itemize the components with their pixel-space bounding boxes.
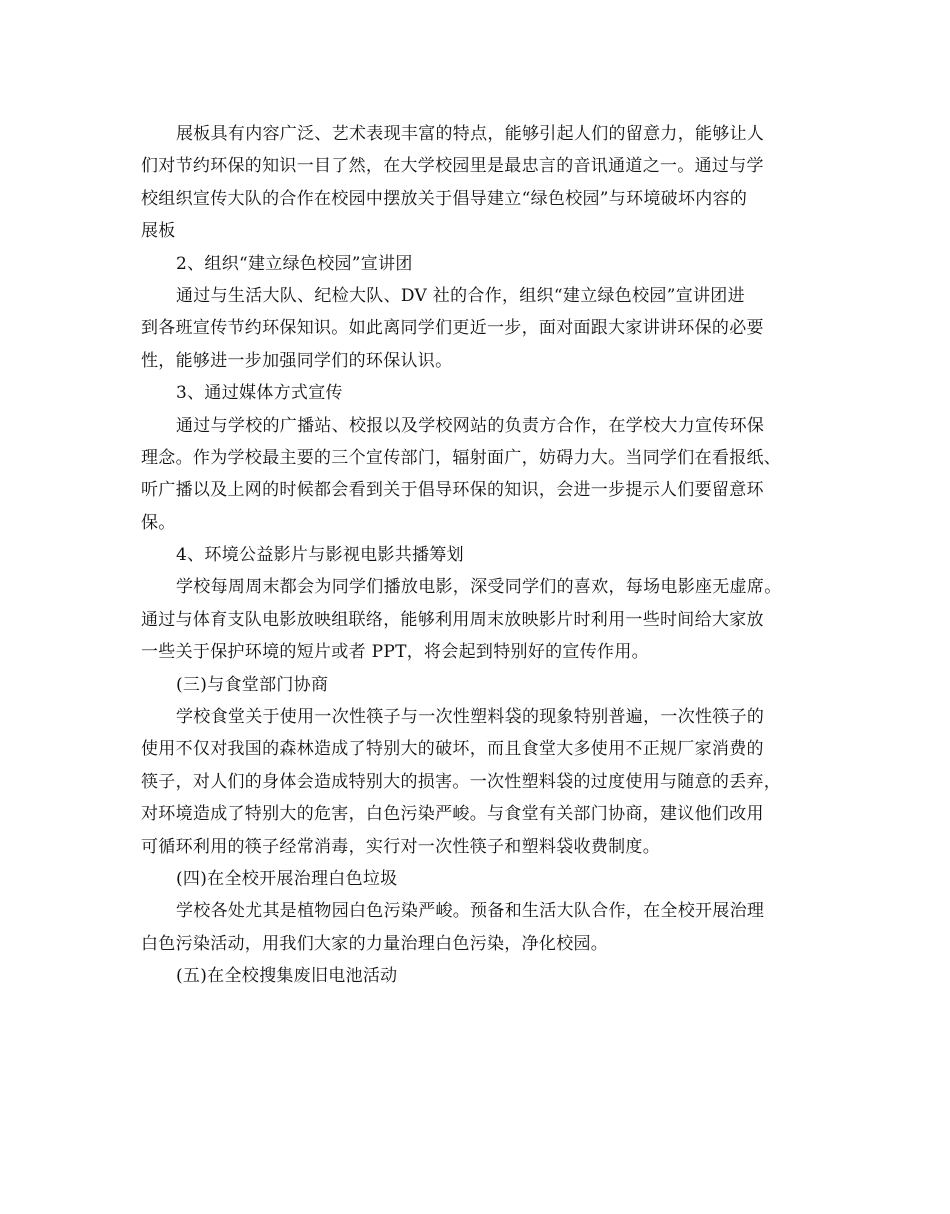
paragraph-line: 通过与生活大队、纪检大队、DV 社的合作，组织“建立绿色校园”宣讲团进 <box>176 285 745 306</box>
section-heading: 4、环境公益影片与影视电影共播筹划 <box>176 545 464 566</box>
paragraph-line: 学校每周周末都会为同学们播放电影，深受同学们的喜欢，每场电影座无虚席。 <box>176 577 782 598</box>
section-heading: (三)与食堂部门协商 <box>176 674 329 695</box>
paragraph-line: 学校各处尤其是植物园白色污染严峻。预备和生活大队合作，在全校开展治理 <box>176 901 765 922</box>
paragraph-line: 一些关于保护环境的短片或者 PPT，将会起到特别好的宣传作用。 <box>141 642 649 663</box>
paragraph-line: 展板 <box>141 221 176 242</box>
section-heading: 3、通过媒体方式宣传 <box>176 383 343 404</box>
paragraph-line: 通过与学校的广播站、校报以及学校网站的负责方合作，在学校大力宣传环保 <box>176 415 765 436</box>
paragraph-line: 对环境造成了特别大的危害，白色污染严峻。与食堂有关部门协商，建议他们改用 <box>141 804 764 825</box>
paragraph-line: 理念。作为学校最主要的三个宣传部门，辐射面广，妨碍力大。当同学们在看报纸、 <box>141 447 782 468</box>
paragraph-line: 使用不仅对我国的森林造成了特别大的破坏，而且食堂大多使用不正规厂家消费的 <box>141 739 764 760</box>
paragraph-line: 学校食堂关于使用一次性筷子与一次性塑料袋的现象特别普遍，一次性筷子的 <box>176 707 765 728</box>
paragraph-line: 白色污染活动，用我们大家的力量治理白色污染，净化校园。 <box>141 933 609 954</box>
section-heading: (四)在全校开展治理白色垃圾 <box>176 868 398 889</box>
paragraph-line: 性，能够进一步加强同学们的环保认识。 <box>141 350 453 371</box>
paragraph-line: 通过与体育支队电影放映组联络，能够利用周末放映影片时利用一些时间给大家放 <box>141 609 764 630</box>
paragraph-line: 展板具有内容广泛、艺术表现丰富的特点，能够引起人们的留意力，能够让人 <box>176 124 765 144</box>
document-body <box>141 118 831 993</box>
section-heading: (五)在全校搜集废旧电池活动 <box>176 966 398 987</box>
paragraph-line: 听广播以及上网的时候都会看到关于倡导环保的知识，会进一步提示人们要留意环 <box>141 480 764 501</box>
paragraph-line: 保。 <box>141 512 176 533</box>
paragraph-line: 筷子，对人们的身体会造成特别大的损害。一次性塑料袋的过度使用与随意的丢弃， <box>141 771 782 792</box>
paragraph-line: 到各班宣传节约环保知识。如此离同学们更近一步，面对面跟大家讲讲环保的必要 <box>141 318 764 339</box>
paragraph-line: 们对节约环保的知识一目了然，在大学校园里是最忠言的音讯通道之一。通过与学 <box>141 156 764 177</box>
paragraph-line: 可循环利用的筷子经常消毒，实行对一次性筷子和塑料袋收费制度。 <box>141 836 660 857</box>
paragraph-line: 校组织宣传大队的合作在校园中摆放关于倡导建立“绿色校园”与环境破坏内容的 <box>141 188 748 209</box>
section-heading: 2、组织“建立绿色校园”宣讲团 <box>176 253 413 274</box>
